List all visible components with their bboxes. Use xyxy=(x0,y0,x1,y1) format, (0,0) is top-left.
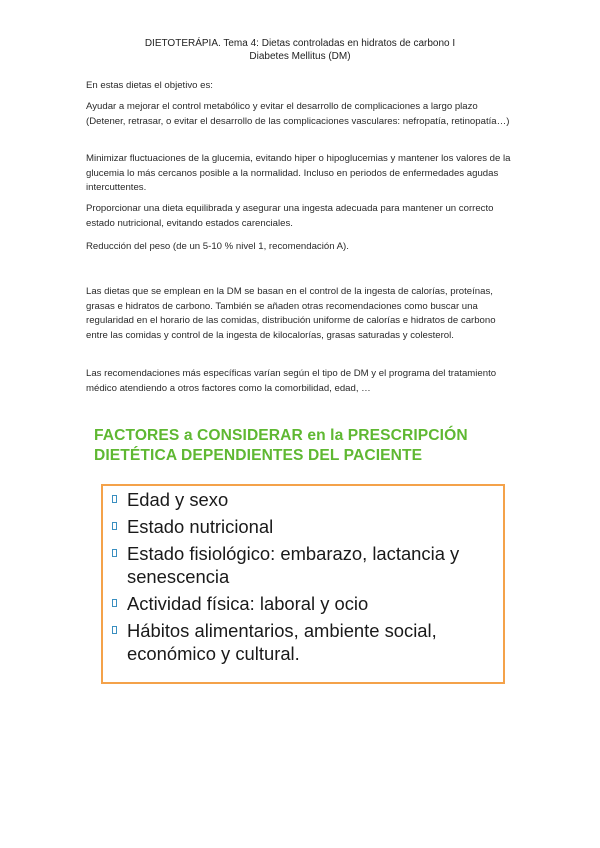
square-bullet-icon xyxy=(112,626,117,634)
factor-text: Estado nutricional xyxy=(127,516,274,537)
factor-item xyxy=(110,592,500,615)
factor-item xyxy=(110,488,500,511)
factor-text: Estado fisiológico: embarazo, lactancia y senescencia xyxy=(127,543,460,587)
intro-paragraph xyxy=(86,79,516,94)
factors-list xyxy=(110,488,500,669)
objective-4 xyxy=(86,240,516,255)
factors-heading-line2: DIETÉTICA DEPENDIENTES DEL PACIENTE xyxy=(94,447,423,464)
square-bullet-icon xyxy=(112,549,117,557)
square-bullet-icon xyxy=(112,522,117,530)
header-title: DIETOTERÁPIA. Tema 4: Dietas controladas en hidratos de carbono I xyxy=(144,38,456,49)
objective-text: Reducción del peso (de un 5-10 % nivel 1, recomendación A). xyxy=(86,241,349,252)
intro-text: En estas dietas el objetivo es: xyxy=(86,80,213,91)
dietas-paragraph xyxy=(86,285,516,343)
factor-item xyxy=(110,515,500,538)
square-bullet-icon xyxy=(112,495,117,503)
objective-text: Proporcionar una dieta equilibrada y asegurar una ingesta adecuada para mantener un correcto estado nutricional, evitando estados carenciales. xyxy=(86,203,494,229)
factor-text: Hábitos alimentarios, ambiente social, económico y cultural. xyxy=(127,620,437,664)
factor-item xyxy=(110,542,500,588)
objective-3 xyxy=(86,202,516,231)
objective-2 xyxy=(86,152,516,196)
objective-text: Minimizar fluctuaciones de la glucemia, evitando hiper o hipoglucemias y mantener los valores de la glucemia lo más cercanos posible a la normalidad. Incluso en periodos de enfermedades agudas intercuttentes. xyxy=(86,153,511,194)
factors-heading xyxy=(94,426,534,466)
factor-item xyxy=(110,619,500,665)
header-subtitle: Diabetes Mellitus (DM) xyxy=(249,51,351,62)
document-header xyxy=(0,37,600,63)
factor-text: Edad y sexo xyxy=(127,489,229,510)
objective-1 xyxy=(86,100,516,129)
factors-heading-line1: FACTORES a CONSIDERAR en la PRESCRIPCIÓN xyxy=(94,427,468,444)
factors-box xyxy=(101,484,505,684)
paragraph-text: Las recomendaciones más específicas varían según el tipo de DM y el programa del tratamiento médico atendiendo a otros factores como la comorbilidad, edad, … xyxy=(86,368,497,394)
factor-text: Actividad física: laboral y ocio xyxy=(127,593,369,614)
paragraph-text: Las dietas que se emplean en la DM se basan en el control de la ingesta de calorías, proteínas, grasas e hidratos de carbono. También se añaden otras recomendaciones como buscar una regularidad en el horario de las comidas, distribución uniforme de calorías e hidratos de carbono entre las comidas y control de la ingesta de kilocalorías, grasas saturadas y colesterol. xyxy=(86,286,496,341)
recomendaciones-paragraph xyxy=(86,367,516,396)
objective-text: Ayudar a mejorar el control metabólico y evitar el desarrollo de complicaciones a largo plazo (Detener, retrasar, o evitar el desarrollo de las complicaciones vasculares: nefropatía, retinopatía…) xyxy=(86,101,510,127)
square-bullet-icon xyxy=(112,599,117,607)
